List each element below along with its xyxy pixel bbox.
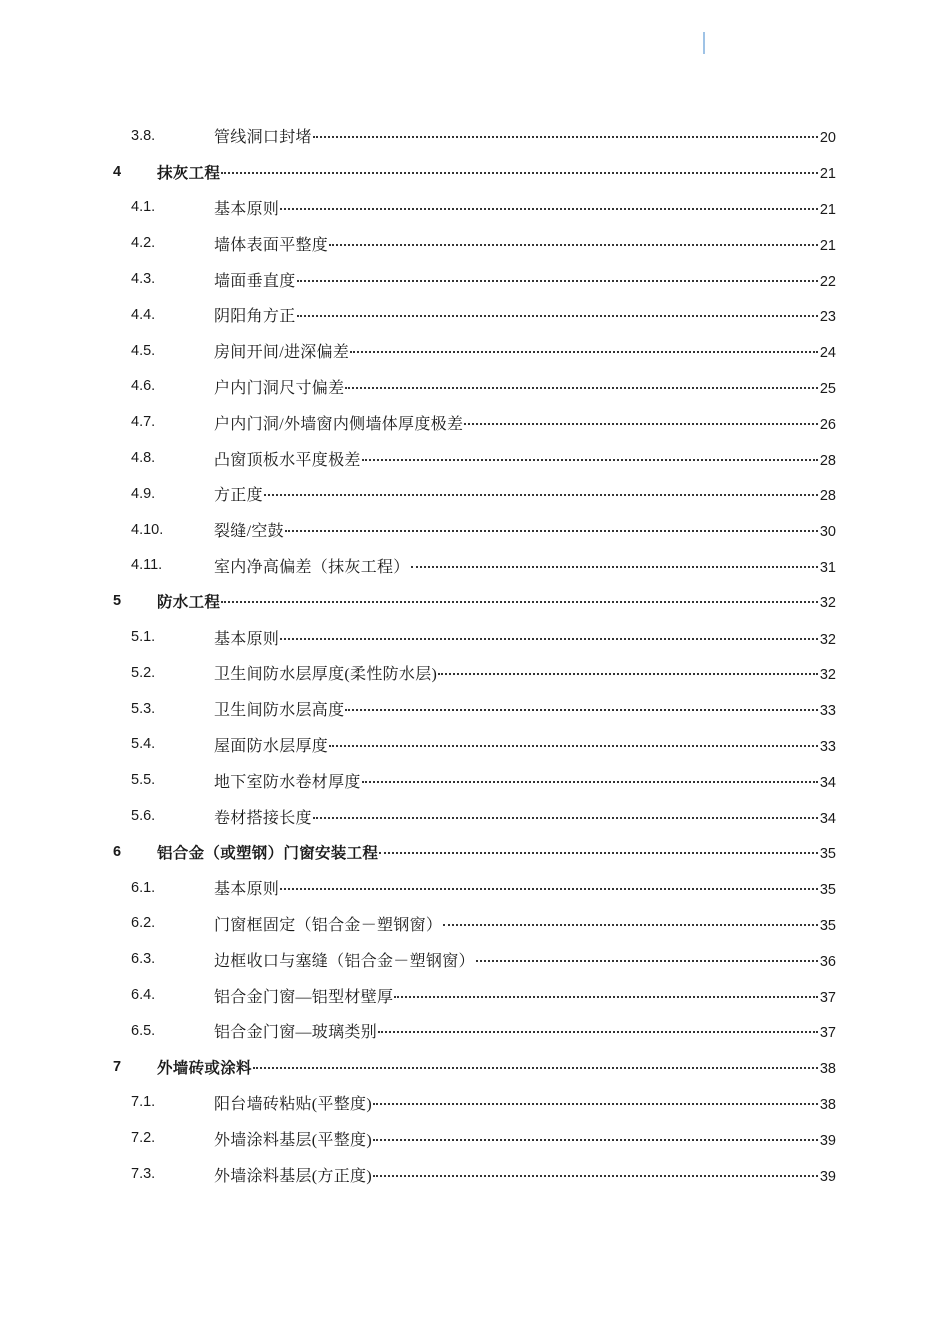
toc-entry-body [214, 554, 836, 577]
toc-entry-title: 房间开间/进深偏差 [214, 344, 350, 362]
toc-section-entry[interactable] [0, 870, 950, 906]
toc-entry-body [214, 1163, 836, 1186]
toc-page-number: 31 [819, 559, 836, 576]
toc-entry-body [214, 232, 836, 255]
toc-entry-number: 6.4. [131, 987, 156, 1004]
toc-dot-leader [285, 530, 818, 532]
toc-page-number: 22 [819, 273, 836, 290]
toc-entry-number: 4.4. [131, 306, 156, 323]
toc-section-entry[interactable] [0, 333, 950, 369]
toc-entry-title: 卷材搭接长度 [214, 809, 312, 827]
toc-entry-body [214, 339, 836, 362]
toc-entry-body [214, 876, 836, 899]
toc-section-entry[interactable] [0, 906, 950, 942]
toc-page-number: 32 [819, 667, 836, 684]
toc-chapter-entry[interactable] [0, 1049, 950, 1085]
toc-entry-number: 5.2. [131, 664, 156, 681]
toc-entry-body [214, 375, 836, 398]
toc-section-entry[interactable] [0, 190, 950, 226]
toc-entry-number: 4.1. [131, 199, 156, 216]
header-cursor-mark [703, 32, 705, 54]
toc-entry-title: 外墙涂料基层(平整度) [214, 1131, 372, 1149]
toc-entry-number: 4.8. [131, 450, 156, 467]
toc-entry-number: 5.4. [131, 736, 156, 753]
toc-entry-number: 4.2. [131, 235, 156, 252]
toc-section-entry[interactable] [0, 798, 950, 834]
toc-entry-title: 卫生间防水层厚度(柔性防水层) [214, 666, 438, 684]
toc-entry-number: 5.1. [131, 629, 156, 646]
toc-dot-leader [345, 709, 817, 711]
toc-dot-leader [373, 1175, 818, 1177]
toc-entry-title: 边框收口与塞缝（铝合金－塑钢窗） [214, 952, 475, 970]
toc-page-number: 38 [819, 1060, 836, 1077]
toc-entry-title: 抹灰工程 [157, 163, 221, 182]
toc-section-entry[interactable] [0, 404, 950, 440]
toc-page-number: 21 [819, 201, 836, 218]
toc-entry-number: 6 [113, 843, 122, 860]
toc-entry-title: 基本原则 [214, 881, 280, 899]
toc-chapter-entry[interactable] [0, 154, 950, 190]
toc-dot-leader [378, 1031, 818, 1033]
toc-entry-title: 方正度 [214, 487, 263, 505]
toc-entry-body [214, 1091, 836, 1114]
toc-entry-title: 铝合金（或塑钢）门窗安装工程 [157, 843, 379, 862]
toc-section-entry[interactable] [0, 369, 950, 405]
toc-entry-body [214, 268, 836, 291]
toc-entry-body [214, 912, 836, 935]
toc-entry-body [214, 518, 836, 541]
toc-entry-title: 地下室防水卷材厚度 [214, 773, 361, 791]
toc-entry-number: 4.5. [131, 342, 156, 359]
toc-section-entry[interactable] [0, 512, 950, 548]
toc-dot-leader [329, 244, 818, 246]
toc-entry-title: 墙体表面平整度 [214, 236, 329, 254]
toc-section-entry[interactable] [0, 691, 950, 727]
toc-section-entry[interactable] [0, 977, 950, 1013]
toc-entry-body [214, 1127, 836, 1150]
toc-section-entry[interactable] [0, 655, 950, 691]
toc-entry-number: 4.6. [131, 378, 156, 395]
toc-page-number: 21 [819, 165, 836, 182]
toc-dot-leader [476, 960, 818, 962]
toc-section-entry[interactable] [0, 1120, 950, 1156]
toc-page-number: 35 [819, 917, 836, 934]
toc-entry-number: 5.3. [131, 700, 156, 717]
toc-page-number: 26 [819, 416, 836, 433]
toc-section-entry[interactable] [0, 619, 950, 655]
toc-entry-title: 外墙砖或涂料 [157, 1058, 252, 1077]
toc-entry-body [214, 1019, 836, 1042]
toc-entry-title: 铝合金门窗—铝型材壁厚 [214, 988, 394, 1006]
toc-section-entry[interactable] [0, 261, 950, 297]
toc-page-number: 33 [819, 738, 836, 755]
toc-page-number: 32 [819, 631, 836, 648]
toc-entry-title: 户内门洞/外墙窗内侧墙体厚度极差 [214, 415, 464, 433]
toc-entry-number: 6.3. [131, 951, 156, 968]
toc-dot-leader [221, 172, 818, 174]
toc-entry-title: 阳台墙砖粘贴(平整度) [214, 1095, 372, 1113]
toc-chapter-entry[interactable] [0, 834, 950, 870]
toc-entry-title: 门窗框固定（铝合金－塑钢窗） [214, 916, 443, 934]
toc-page-number: 37 [819, 989, 836, 1006]
toc-page-number: 30 [819, 524, 836, 541]
toc-page-number: 39 [819, 1132, 836, 1149]
toc-entry-title: 卫生间防水层高度 [214, 702, 345, 720]
toc-page-number: 33 [819, 703, 836, 720]
toc-entry-body [157, 161, 836, 183]
toc-dot-leader [362, 781, 818, 783]
toc-section-entry[interactable] [0, 225, 950, 261]
toc-section-entry[interactable] [0, 1156, 950, 1192]
toc-entry-title: 户内门洞尺寸偏差 [214, 379, 345, 397]
toc-page-number: 25 [819, 380, 836, 397]
toc-page-number: 28 [819, 452, 836, 469]
toc-section-entry[interactable] [0, 297, 950, 333]
toc-entry-body [214, 626, 836, 649]
toc-section-entry[interactable] [0, 727, 950, 763]
toc-section-entry[interactable] [0, 548, 950, 584]
toc-page-number: 21 [819, 237, 836, 254]
toc-entry-body [214, 196, 836, 219]
toc-dot-leader [443, 924, 818, 926]
toc-entry-title: 裂缝/空鼓 [214, 523, 284, 541]
toc-entry-body [214, 661, 836, 684]
toc-entry-number: 5 [113, 593, 122, 610]
toc-entry-body [214, 769, 836, 792]
toc-entry-number: 4.3. [131, 271, 156, 288]
toc-dot-leader [345, 387, 817, 389]
toc-entry-number: 7.2. [131, 1130, 156, 1147]
toc-page-number: 20 [819, 130, 836, 147]
toc-entry-number: 4.11. [131, 557, 163, 574]
toc-dot-leader [362, 459, 818, 461]
toc-page-number: 35 [819, 882, 836, 899]
toc-dot-leader [280, 888, 818, 890]
toc-entry-title: 防水工程 [157, 593, 221, 612]
toc-page-number: 23 [819, 309, 836, 326]
toc-section-entry[interactable] [0, 1013, 950, 1049]
toc-entry-title: 基本原则 [214, 630, 280, 648]
toc-section-entry[interactable] [0, 1085, 950, 1121]
toc-page-number: 34 [819, 810, 836, 827]
toc-page-number: 35 [819, 845, 836, 862]
toc-dot-leader [280, 208, 818, 210]
toc-entry-number: 6.1. [131, 879, 156, 896]
toc-entry-title: 凸窗顶板水平度极差 [214, 451, 361, 469]
toc-dot-leader [313, 817, 818, 819]
toc-entry-body [214, 447, 836, 470]
toc-dot-leader [411, 566, 818, 568]
toc-entry-number: 4.7. [131, 414, 156, 431]
toc-entry-title: 外墙涂料基层(方正度) [214, 1167, 372, 1185]
toc-entry-body [214, 697, 836, 720]
toc-entry-body [214, 411, 836, 434]
toc-entry-number: 5.5. [131, 772, 156, 789]
toc-page-number: 36 [819, 953, 836, 970]
toc-dot-leader [329, 745, 818, 747]
toc-entry-body [214, 984, 836, 1007]
toc-dot-leader [379, 852, 818, 854]
toc-dot-leader [350, 351, 818, 353]
toc-dot-leader [221, 601, 818, 603]
toc-dot-leader [313, 136, 818, 138]
toc-entry-number: 4.9. [131, 485, 156, 502]
toc-dot-leader [297, 280, 818, 282]
toc-entry-title: 管线洞口封堵 [214, 129, 312, 147]
toc-page-number: 32 [819, 595, 836, 612]
toc-page-number: 24 [819, 345, 836, 362]
toc-entry-number: 6.2. [131, 915, 156, 932]
toc-section-entry[interactable] [0, 118, 950, 154]
toc-page-number: 34 [819, 774, 836, 791]
toc-dot-leader [253, 1067, 818, 1069]
toc-entry-number: 4.10. [131, 521, 164, 538]
toc-entry-body [214, 303, 836, 326]
toc-entry-title: 墙面垂直度 [214, 272, 296, 290]
toc-dot-leader [438, 673, 818, 675]
toc-entry-body [214, 948, 836, 971]
toc-section-entry[interactable] [0, 762, 950, 798]
table-of-contents [0, 118, 950, 1192]
toc-entry-title: 室内净高偏差（抹灰工程） [214, 558, 410, 576]
toc-entry-body [157, 1056, 836, 1078]
toc-dot-leader [373, 1139, 818, 1141]
toc-entry-title: 阴阳角方正 [214, 308, 296, 326]
toc-entry-number: 7 [113, 1058, 122, 1075]
toc-entry-body [157, 841, 836, 863]
toc-section-entry[interactable] [0, 440, 950, 476]
toc-entry-number: 4 [113, 163, 122, 180]
toc-page-number: 37 [819, 1025, 836, 1042]
toc-page-number: 39 [819, 1168, 836, 1185]
toc-entry-number: 6.5. [131, 1022, 156, 1039]
toc-section-entry[interactable] [0, 476, 950, 512]
toc-entry-body [157, 590, 836, 612]
toc-entry-title: 铝合金门窗—玻璃类别 [214, 1024, 378, 1042]
toc-entry-title: 屋面防水层厚度 [214, 737, 329, 755]
toc-dot-leader [280, 638, 818, 640]
toc-entry-body [214, 733, 836, 756]
toc-dot-leader [264, 494, 818, 496]
toc-section-entry[interactable] [0, 941, 950, 977]
toc-entry-number: 3.8. [131, 127, 156, 144]
toc-entry-number: 7.1. [131, 1094, 156, 1111]
toc-dot-leader [394, 996, 818, 998]
toc-page-number: 38 [819, 1096, 836, 1113]
toc-page-number: 28 [819, 488, 836, 505]
toc-entry-body [214, 482, 836, 505]
toc-chapter-entry[interactable] [0, 583, 950, 619]
toc-dot-leader [297, 315, 818, 317]
toc-entry-title: 基本原则 [214, 200, 280, 218]
toc-entry-number: 7.3. [131, 1166, 156, 1182]
toc-entry-number: 5.6. [131, 808, 156, 825]
toc-entry-body [214, 124, 836, 147]
toc-entry-body [214, 805, 836, 828]
toc-dot-leader [464, 423, 818, 425]
toc-dot-leader [373, 1103, 818, 1105]
